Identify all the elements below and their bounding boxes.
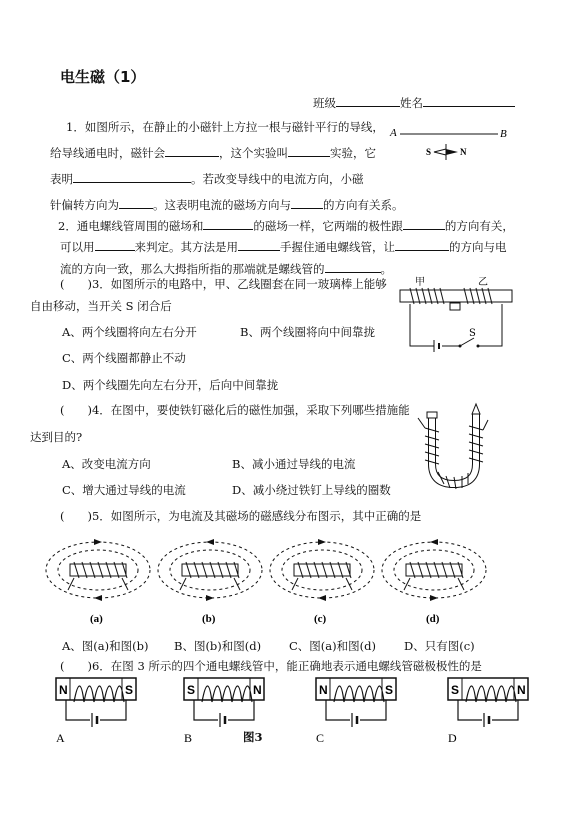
q1-blank-2[interactable]: [288, 145, 330, 157]
switch-s-label: S: [469, 328, 476, 339]
class-label: 班级: [313, 96, 336, 110]
q2-text: 的磁场一样，它两端的极性跟: [253, 219, 403, 233]
name-field: [400, 95, 515, 111]
page-title: 电生磁（1）: [60, 68, 146, 86]
field-arrow: [94, 539, 102, 545]
q6-solenoid: [56, 678, 136, 745]
q6-solenoid: [316, 678, 396, 745]
class-blank[interactable]: [336, 95, 400, 107]
switch-blade: [460, 338, 474, 346]
nail-tip: [472, 404, 480, 414]
needle-north-half: [446, 149, 458, 155]
field-arrow: [318, 595, 326, 601]
q2-blank-6[interactable]: [325, 261, 381, 273]
q5-diagram: [382, 539, 486, 625]
coil-connector: [450, 303, 460, 310]
q2-blank-5[interactable]: [395, 239, 449, 251]
name-label: 姓名: [400, 96, 423, 110]
wire-end-a-label: A: [390, 127, 397, 139]
q1-blank-4[interactable]: [119, 197, 153, 209]
switch-contact: [477, 345, 480, 348]
switch-pivot: [459, 345, 462, 348]
pole-left-label: S: [451, 683, 460, 697]
q1-text: 。若改变导线中的电流方向，小磁: [191, 172, 364, 186]
field-arrow: [206, 595, 214, 601]
q1-text: ，这个实验叫: [219, 146, 288, 160]
q1-text: 。这表明电流的磁场方向与: [153, 198, 291, 212]
q5-figures: [50, 538, 530, 624]
q1-text: 表明: [50, 172, 73, 186]
q5-text: 5．如图所示，为电流及其磁场的磁感线分布图示，其中正确的是: [91, 509, 422, 523]
q1-blank-3[interactable]: [73, 171, 191, 183]
wire-end-b-label: B: [500, 128, 507, 140]
needle-south-half: [434, 149, 446, 155]
q5-option-b[interactable]: B、图(b)和图(d): [174, 639, 262, 653]
q1-blank-5[interactable]: [291, 197, 323, 209]
q5-diagram: [46, 539, 150, 625]
pole-left-label: N: [319, 683, 328, 697]
needle-s-label: S: [426, 147, 432, 157]
q4-option-a[interactable]: A、改变电流方向: [62, 457, 151, 471]
diagram-label: (b): [202, 613, 216, 625]
q6-stem: [60, 658, 482, 674]
field-arrow: [430, 595, 438, 601]
q1-text: 的方向有关系。: [323, 198, 404, 212]
solenoid-core: [56, 678, 136, 700]
class-field: [313, 95, 400, 111]
option-label[interactable]: D: [448, 731, 457, 745]
pole-left-label: N: [59, 683, 68, 697]
option-label[interactable]: A: [56, 731, 65, 745]
field-arrow: [430, 539, 438, 545]
q2-text: 的方向有关，: [444, 219, 514, 233]
q2-text: 可以用: [60, 240, 95, 254]
q5-stem: [60, 508, 421, 524]
solenoid-core: [184, 678, 264, 700]
q1-text: 给导线通电时，磁针会: [50, 146, 165, 160]
q6-figure-caption: 图3: [243, 730, 263, 744]
q3-option-b[interactable]: B、两个线圈将向中间靠拢: [240, 325, 375, 339]
q3-stem-line2: 自由移动，当开关 S 闭合后: [30, 299, 172, 313]
q6-answer-bracket[interactable]: ( ): [60, 659, 92, 673]
q3-option-d[interactable]: D、两个线圈先向左右分开，后向中间靠拢: [62, 378, 279, 392]
q6-solenoid: [448, 678, 528, 745]
diagram-label: (c): [314, 613, 327, 625]
q2-text: 。: [380, 262, 392, 276]
q2-text: 流的方向一致，那么大拇指所指的那端就是螺线管的: [60, 262, 325, 276]
circuit-wire-right: [478, 304, 502, 346]
q3-option-c[interactable]: C、两个线圈都静止不动: [62, 351, 186, 365]
q4-figure: [420, 404, 490, 490]
q1-line1: 1．如图所示，在静止的小磁针上方拉一根与磁针平行的导线，: [66, 120, 384, 134]
q6-text: 6．在图 3 所示的四个通电螺线管中，能正确地表示通电螺线管磁极极性的是: [91, 659, 482, 673]
q2-blank-1[interactable]: [203, 218, 253, 230]
q5-option-d[interactable]: D、只有图(c): [404, 639, 475, 653]
q2-blank-3[interactable]: [95, 239, 135, 251]
q2-text: 手握住通电螺线管，让: [280, 240, 395, 254]
q3-answer-bracket[interactable]: ( ): [60, 277, 92, 291]
q3-stem-line1: [60, 276, 387, 292]
q2-line3: [60, 261, 392, 277]
q4-stem-line1: [60, 402, 410, 418]
field-arrow: [318, 539, 326, 545]
coil-yi-label: 乙: [478, 277, 488, 288]
q5-diagram: [270, 539, 374, 625]
q2-text: 2．通电螺线管周围的磁场和: [58, 219, 204, 233]
q6-figures: [56, 676, 536, 748]
diagram-label: (a): [90, 613, 103, 625]
solenoid-core: [316, 678, 396, 700]
diagram-label: (d): [426, 613, 440, 625]
solenoid-core: [448, 678, 528, 700]
q2-blank-4[interactable]: [238, 239, 280, 251]
pole-right-label: S: [385, 683, 394, 697]
option-label[interactable]: B: [184, 731, 193, 745]
q2-line1: [58, 218, 514, 234]
q3-text: 3．如图所示的电路中，甲、乙线圈套在同一玻璃棒上能够: [91, 277, 387, 291]
q5-diagram: [158, 539, 262, 625]
needle-n-label: N: [460, 147, 467, 157]
q4-answer-bracket[interactable]: ( ): [60, 403, 92, 417]
q1-line2: [50, 145, 376, 161]
q4-option-b[interactable]: B、减小通过导线的电流: [232, 457, 356, 471]
q1-line4: [50, 197, 404, 213]
q2-text: 的方向与电: [449, 240, 507, 254]
pole-right-label: N: [517, 683, 526, 697]
q2-text: 来判定。其方法是用: [134, 240, 238, 254]
field-arrow: [94, 595, 102, 601]
q4-text: 4．在图中，要使铁钉磁化后的磁性加强，采取下列哪些措施能: [91, 403, 410, 417]
q5-option-a[interactable]: A、图(a)和图(b): [62, 639, 149, 653]
name-blank[interactable]: [423, 95, 515, 107]
coil-jia-label: 甲: [415, 277, 425, 288]
q3-option-a[interactable]: A、两个线圈将向左右分开: [62, 325, 197, 339]
nail-head: [427, 412, 437, 418]
q4-stem-line2: 达到目的?: [30, 430, 83, 444]
option-label[interactable]: C: [316, 731, 325, 745]
q1-line3: [50, 171, 364, 187]
q2-line2: [60, 239, 507, 255]
q1-blank-1[interactable]: [165, 145, 219, 157]
pole-right-label: S: [125, 683, 134, 697]
q1-text: 实验，它: [330, 146, 376, 160]
field-arrow: [206, 539, 214, 545]
q4-option-c[interactable]: C、增大通过导线的电流: [62, 483, 186, 497]
q2-blank-2[interactable]: [403, 218, 445, 230]
q5-option-c[interactable]: C、图(a)和图(d): [289, 639, 376, 653]
q5-answer-bracket[interactable]: ( ): [60, 509, 92, 523]
q1-figure: [388, 124, 518, 168]
q4-option-d[interactable]: D、减小绕过铁钉上导线的圈数: [232, 483, 391, 497]
pole-right-label: N: [253, 683, 262, 697]
q1-text: 针偏转方向为: [50, 198, 119, 212]
pole-left-label: S: [187, 683, 196, 697]
q3-figure: [398, 274, 518, 356]
